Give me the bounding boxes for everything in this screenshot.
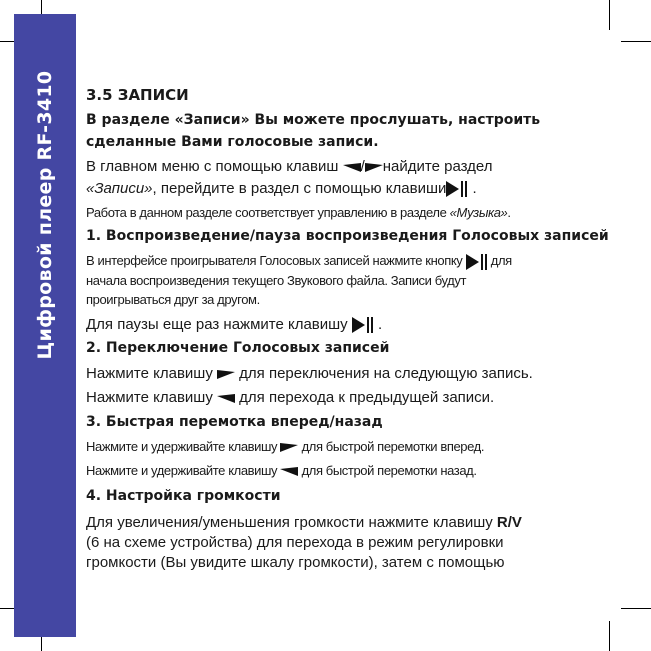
left-triangle-icon (217, 394, 235, 403)
subsection-heading-3: 3. Быстрая перемотка вперед/назад (86, 414, 383, 430)
play-pause-icon (352, 317, 374, 333)
records-quote: «Записи» (86, 180, 153, 197)
sub1-text: . (373, 316, 383, 333)
crop-mark (621, 608, 651, 609)
sub1-line-1 (86, 253, 512, 270)
sub4-text: Для увеличения/уменьшения громкости нажмите клавишу (86, 514, 497, 531)
nav-text: , перейдите в раздел с помощью клавиши (152, 180, 447, 197)
subsection-heading-2: 2. Переключение Голосовых записей (86, 340, 390, 356)
note-dot: . (507, 205, 511, 220)
crop-mark (621, 41, 651, 42)
section-heading: 3.5 ЗАПИСИ (86, 86, 189, 104)
sub2-text: Нажмите клавишу (86, 389, 217, 406)
sub1-line-2: начала воспроизведения текущего Звукового файла. Записи будут (86, 273, 467, 288)
music-quote: «Музыка» (449, 205, 508, 220)
sub4-line-3: громкости (Вы увидите шкалу громкости), затем с помощью (86, 554, 505, 571)
right-triangle-icon (280, 443, 298, 452)
sub3-text: Нажмите и удерживайте клавишу (86, 463, 281, 478)
sub1-text: для (487, 253, 512, 268)
subsection-heading-4: 4. Настройка громкости (86, 488, 281, 504)
sub1-line-4 (86, 316, 382, 333)
sub3-line-2 (86, 463, 477, 478)
subsection-heading-1: 1. Воспроизведение/пауза воспроизведения Голосовых записей (86, 228, 609, 244)
play-pause-icon (446, 181, 468, 197)
crop-mark (609, 621, 610, 651)
crop-mark (609, 0, 610, 30)
sub3-text: для быстрой перемотки назад. (298, 463, 477, 478)
sub2-text: для перехода к предыдущей записи. (235, 389, 495, 406)
sub1-text: Для паузы еще раз нажмите клавишу (86, 316, 352, 333)
sub1-line-3: проигрываться друг за другом. (86, 292, 260, 307)
right-triangle-icon (217, 370, 235, 379)
sub2-text: для переключения на следующую запись. (235, 365, 533, 382)
sidebar-title: Цифровой плеер RF-3410 (34, 70, 56, 360)
nav-text: В главном меню с помощью клавиш (86, 158, 343, 175)
sub4-line-2: (6 на схеме устройства) для перехода в режим регулировки (86, 534, 504, 551)
nav-text: найдите раздел (382, 158, 493, 175)
nav-line-1 (86, 158, 493, 175)
play-pause-icon (466, 254, 488, 270)
sub1-text: В интерфейсе проигрывателя Голосовых записей нажмите кнопку (86, 253, 466, 268)
nav-dot: . (468, 180, 477, 197)
sub3-line-1 (86, 439, 484, 454)
sub4-line-1 (86, 514, 522, 531)
rv-key-label: R/V (496, 514, 522, 531)
nav-line-2 (86, 180, 477, 197)
intro-line-1: В разделе «Записи» Вы можете прослушать, настроить (86, 112, 541, 128)
sub3-text: Нажмите и удерживайте клавишу (86, 439, 281, 454)
sub2-line-2 (86, 389, 494, 406)
left-triangle-icon (280, 467, 298, 476)
left-triangle-icon (343, 163, 361, 172)
right-triangle-icon (365, 163, 383, 172)
note-line (86, 205, 511, 220)
sub2-line-1 (86, 365, 533, 382)
intro-line-2: сделанные Вами голосовые записи. (86, 134, 379, 150)
note-text: Работа в данном разделе соответствует управлению в разделе (86, 205, 450, 220)
nav-slash: / (360, 158, 365, 175)
sub2-text: Нажмите клавишу (86, 365, 217, 382)
sub3-text: для быстрой перемотки вперед. (298, 439, 485, 454)
